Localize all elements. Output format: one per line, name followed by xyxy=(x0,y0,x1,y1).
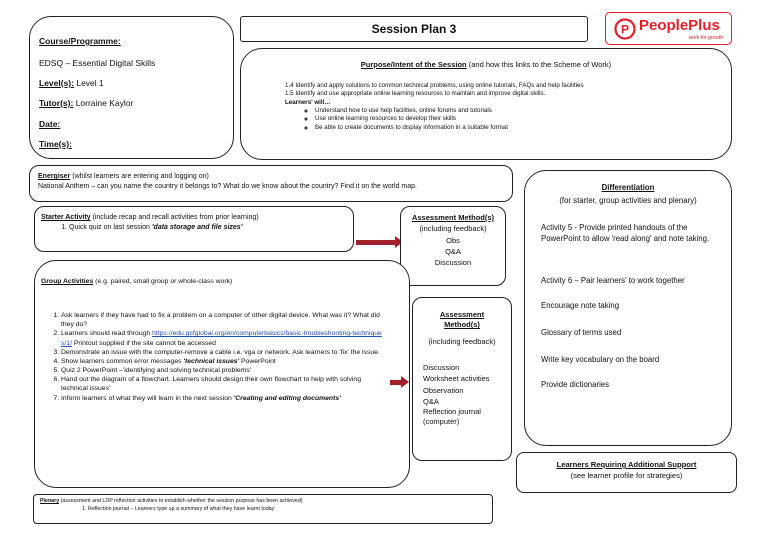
assessment-1-item: Obs xyxy=(446,235,460,245)
assessment-1-item: Q&A xyxy=(445,246,461,256)
assessment-2-list xyxy=(423,362,505,427)
course-label: Course/Programme: xyxy=(39,36,121,46)
arrow-to-assessment-1 xyxy=(356,240,396,245)
differentiation-title: Differentiation xyxy=(601,183,655,192)
date-label: Date: xyxy=(39,119,61,129)
course-info-box xyxy=(29,16,234,159)
peopleplus-logo-icon xyxy=(614,18,636,40)
group-heading: Group Activities (e.g. paired, small group or whole-class work) xyxy=(41,278,233,285)
assessment-2-item: Worksheet activities xyxy=(423,374,490,384)
assessment-box-1 xyxy=(400,206,506,286)
energiser-heading: Energiser (whilst learners are entering and logging on) xyxy=(38,173,209,180)
group-item: 4. Show learners common error messages 'technical issues' PowerPoint xyxy=(61,357,387,366)
purpose-bullets xyxy=(285,107,721,132)
purpose-bullet: ◦ Use online learning resources to develop their skills xyxy=(315,115,721,123)
purpose-line-1: 1.4 Identify and apply solutions to common technical problems, using online tutorials, FAQs and help facilities xyxy=(285,82,584,89)
logo-box xyxy=(605,12,732,45)
course-value: EDSQ – Essential Digital Skills xyxy=(39,58,156,68)
group-item: 5. Quiz 2 PowerPoint –'identifying and solving technical problems' xyxy=(61,366,387,375)
differentiation-item: Activity 6 – Pair learners' to work together xyxy=(541,276,685,285)
purpose-bullet: ◦ Be able to create documents to display information in a suitable format xyxy=(315,124,721,132)
assessment-2-item: Reflection journal (computer) xyxy=(423,407,481,426)
purpose-bullet: ◦ Understand how to use help facilities, online forums and tutorials xyxy=(315,107,721,115)
starter-item: 1. Quick quiz on last session 'data storage and file sizes' xyxy=(69,223,347,233)
differentiation-item: Glossary of terms used xyxy=(541,328,622,337)
tutor-row: Tutor(s): Lorraine Kaylor xyxy=(39,98,134,108)
assessment-box-2 xyxy=(412,297,512,461)
purpose-line-2: 1.5 Identify and use appropriate online learning resources to maintain and improve digital skills. xyxy=(285,90,546,98)
time-label: Time(s): xyxy=(39,139,72,149)
assessment-2-subtitle: (including feedback) xyxy=(428,337,496,346)
level-row: Level(s): Level 1 xyxy=(39,78,104,88)
group-item: 3. Demonstrate an issue with the computer-remove a cable i.e. vga or network. Ask learners to 'fix' the issue. xyxy=(61,348,387,357)
assessment-2-title: Assessment Method(s) xyxy=(439,310,485,330)
assessment-1-title: Assessment Method(s) xyxy=(411,213,495,222)
svg-text:P: P xyxy=(620,22,630,37)
additional-support-subtitle: (see learner profile for strategies) xyxy=(570,471,683,480)
plenary-heading: Plenary (assessment and LDP reflection activities to establish whether the session purpose has been achieved) xyxy=(40,498,303,504)
assessment-2-item: Observation xyxy=(423,385,464,395)
differentiation-item: Encourage note taking xyxy=(541,301,620,310)
additional-support-title: Learners Requiring Additional Support xyxy=(556,460,697,469)
arrow-to-assessment-2 xyxy=(390,380,402,385)
starter-list xyxy=(41,223,347,233)
logo-text: PeoplePlus xyxy=(639,17,720,34)
learners-will-heading: Learners' will… xyxy=(285,98,331,106)
group-list xyxy=(39,311,387,403)
assessment-1-subtitle: (including feedback) xyxy=(419,224,487,234)
assessment-1-item: Discussion xyxy=(434,258,472,267)
title-box xyxy=(240,16,588,42)
plenary-item: 1. Reflection journal – Learners type up a summary of what they have learnt today xyxy=(88,506,486,514)
differentiation-subtitle: (for starter, group activities and plenary) xyxy=(559,196,697,205)
group-item: 2. Learners should read through https://edu.gcfglobal.org/en/computerbasics/basic-troubleshooting-techniques/1/ Printout supplied if the site cannot be accessed xyxy=(61,329,387,347)
plenary-box xyxy=(33,494,493,524)
assessment-2-item: Q&A xyxy=(423,396,439,406)
purpose-heading: Purpose/Intent of the Session (and how this links to the Scheme of Work) xyxy=(360,60,612,69)
assessment-2-item: Discussion xyxy=(423,363,460,372)
group-item: 6. Hand out the diagram of a flowchart. Learners should design their own flowchart to help with solving technical issues' xyxy=(61,375,387,393)
plenary-list xyxy=(40,506,486,514)
page-title: Session Plan 3 xyxy=(371,22,457,36)
differentiation-item: Provide dictionaries xyxy=(541,380,610,389)
starter-box xyxy=(34,206,354,252)
additional-support-box xyxy=(516,452,737,493)
differentiation-item: Activity 5 - Provide printed handouts of the PowerPoint to allow 'read along' and note taking. xyxy=(541,223,710,243)
energiser-box xyxy=(29,165,513,202)
differentiation-box xyxy=(524,170,732,446)
starter-heading: Starter Activity (include recap and recall activities from prior learning) xyxy=(41,214,259,221)
energiser-text: National Anthem – can you name the country it belongs to? What do we know about the country? Find it on the world map. xyxy=(38,183,417,191)
differentiation-item: Write key vocabulary on the board xyxy=(541,355,660,364)
group-item: 7. Inform learners of what they will learn in the next session 'Creating and editing documents' xyxy=(61,394,387,403)
group-item: 1. Ask learners if they have had to fix a problem on a computer of other digital device. What was it? What did they do? xyxy=(61,311,387,329)
troubleshooting-link[interactable]: https://edu.gcfglobal.org/en/computerbasics/basic-troubleshooting-techniques/1/ xyxy=(61,330,382,347)
purpose-body xyxy=(285,82,721,132)
group-activities-box xyxy=(34,260,410,488)
logo-tagline: work for growth xyxy=(688,35,723,41)
purpose-box xyxy=(240,48,732,160)
